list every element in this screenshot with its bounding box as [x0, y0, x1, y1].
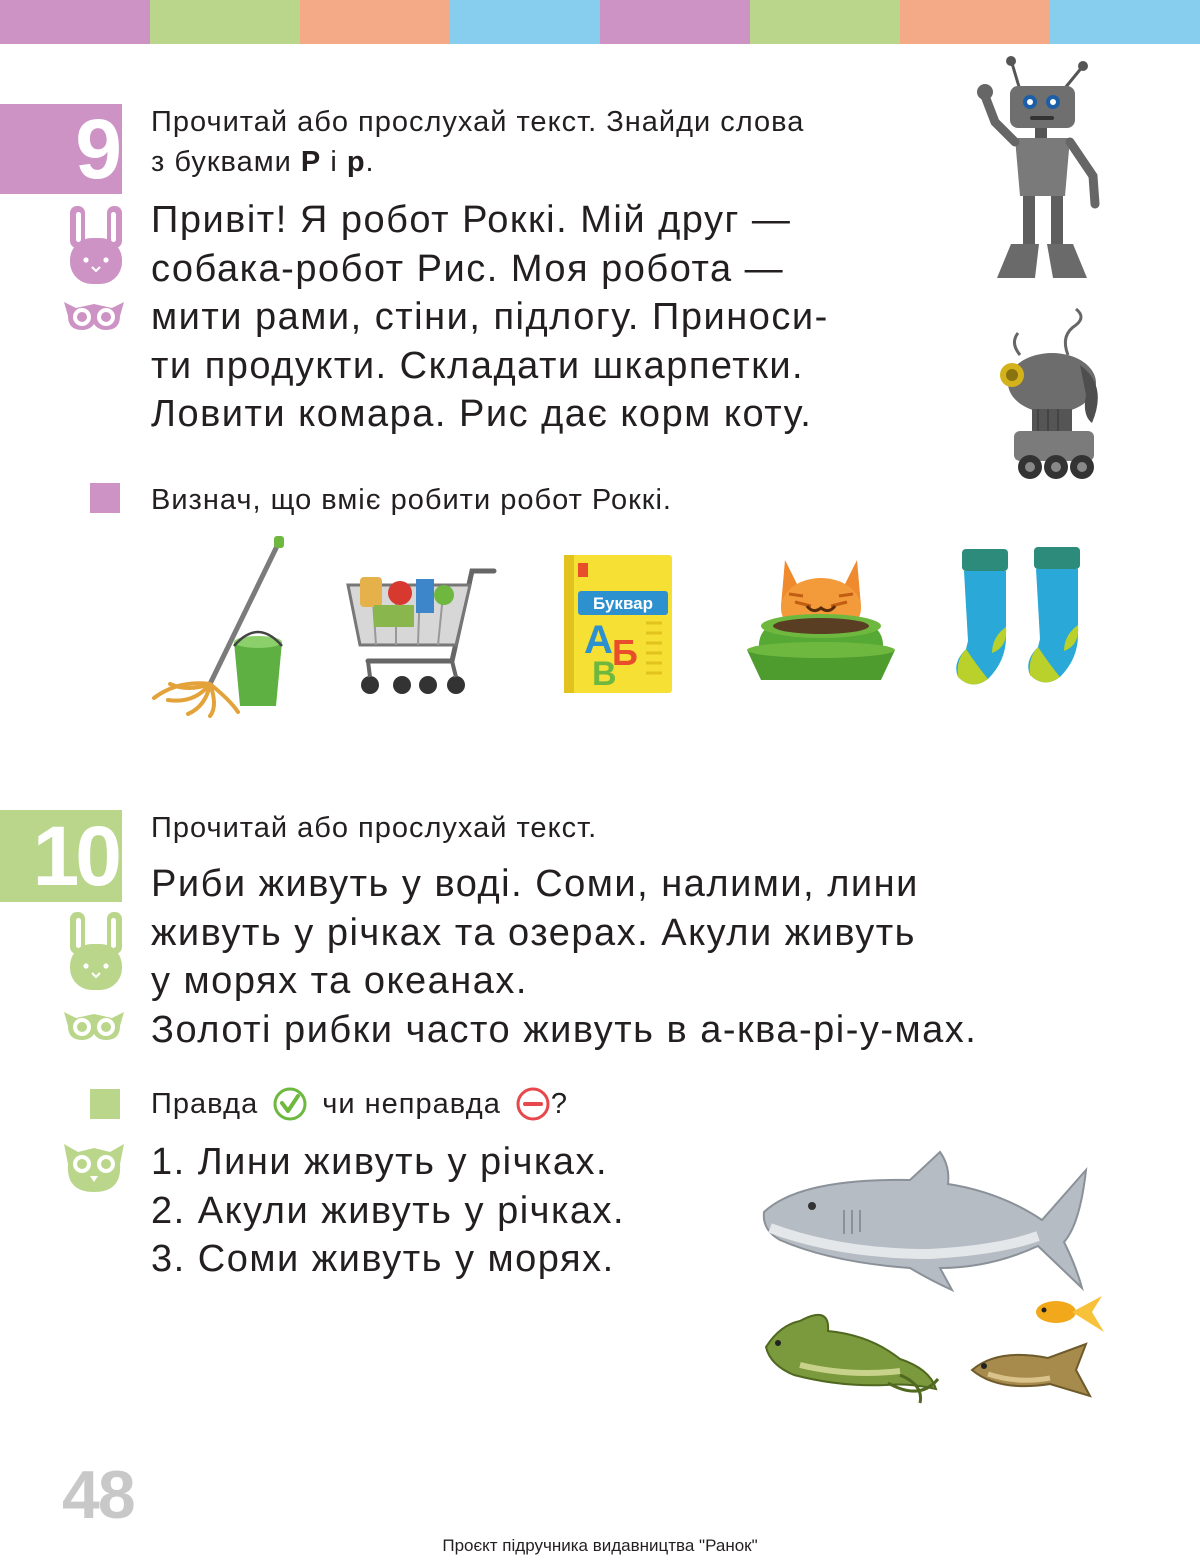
task-10-question [151, 1084, 568, 1124]
task-10-instruction: Прочитай або прослухай текст. [151, 812, 598, 844]
period: . [365, 146, 375, 178]
text-line: мити рами, стіни, підлогу. Приноси- [151, 296, 829, 338]
statement: 2. Акули живуть у річках. [151, 1189, 626, 1232]
shark-picture [760, 1150, 1090, 1292]
text-line: ти продукти. Складати шкарпетки. [151, 344, 805, 387]
task-10-bullet-square [90, 1089, 120, 1119]
book-title: Буквар [592, 594, 654, 613]
conjunction: і [321, 146, 347, 178]
instruction-line: Прочитай або прослухай текст. Знайди слова [151, 106, 805, 138]
primer-book-picture [564, 553, 674, 695]
task-9-question: Визнач, що вміє робити робот Роккі. [151, 484, 672, 516]
tench-fish-picture [958, 1340, 1094, 1402]
question-mark: ? [550, 1088, 568, 1120]
text-line: Золоті рибки часто живуть в а-ква-рі-у-мах. [151, 1008, 978, 1051]
task-9-instruction [151, 102, 941, 182]
page-number: 48 [62, 1457, 134, 1533]
owl-eyes-icon [60, 1008, 128, 1042]
task-9-bullet-square [90, 483, 120, 513]
book-letter-b: Б [612, 632, 638, 673]
stripe [300, 0, 450, 44]
top-color-stripes [0, 0, 1200, 44]
minus-circle-icon [515, 1086, 551, 1122]
stripe [750, 0, 900, 44]
text-line: Привіт! Я робот Роккі. Мій друг — [151, 199, 792, 241]
task-9-number: 9 [75, 101, 118, 196]
text-line: Риби живуть у воді. Соми, налими, лини [151, 863, 919, 905]
stripe [0, 0, 150, 44]
question-false-label: чи неправда [322, 1088, 501, 1120]
stripe [900, 0, 1050, 44]
stripe [600, 0, 750, 44]
question-true-label: Правда [151, 1088, 259, 1120]
rabbit-icon [68, 204, 124, 286]
robot-dog-rys-illustration [990, 305, 1110, 485]
text-line: собака-робот Рис. Моя робота — [151, 247, 785, 290]
stripe [450, 0, 600, 44]
text-line: живуть у річках та озерах. Акули живуть [151, 911, 916, 954]
catfish-picture [760, 1305, 946, 1405]
check-circle-icon [272, 1086, 308, 1122]
task-10-number-block [0, 810, 122, 902]
statement: 3. Соми живуть у морях. [151, 1238, 615, 1280]
rabbit-icon [68, 910, 124, 992]
task-10-number: 10 [32, 808, 118, 903]
stripe [150, 0, 300, 44]
owl-icon [60, 1142, 128, 1194]
goldfish-picture [1030, 1290, 1106, 1336]
socks-picture [948, 541, 1100, 689]
task-10-statements [151, 1138, 625, 1284]
text-line: у морях та океанах. [151, 960, 528, 1002]
robot-rocky-illustration [975, 56, 1110, 282]
book-letter-a: А [584, 618, 613, 662]
task-10-text [151, 860, 977, 1054]
letter-lower: р [346, 146, 366, 178]
task-9-text [151, 196, 829, 439]
text-line: Ловити комара. Рис дає корм коту. [151, 393, 813, 435]
instruction-prefix: з буквами [151, 146, 301, 178]
statement: 1. Лини живуть у річках. [151, 1141, 609, 1183]
book-letter-v: В [592, 655, 617, 693]
instruction-line [151, 142, 941, 182]
owl-eyes-icon [60, 298, 128, 332]
shopping-cart-picture [344, 565, 502, 701]
cat-with-bowl-picture [745, 546, 897, 690]
task-9-number-block [0, 101, 122, 196]
letter-upper: Р [300, 146, 322, 178]
stripe [1050, 0, 1200, 44]
footer-text: Проєкт підручника видавництва "Ранок" [442, 1536, 758, 1555]
mop-and-bucket-picture [148, 534, 294, 718]
